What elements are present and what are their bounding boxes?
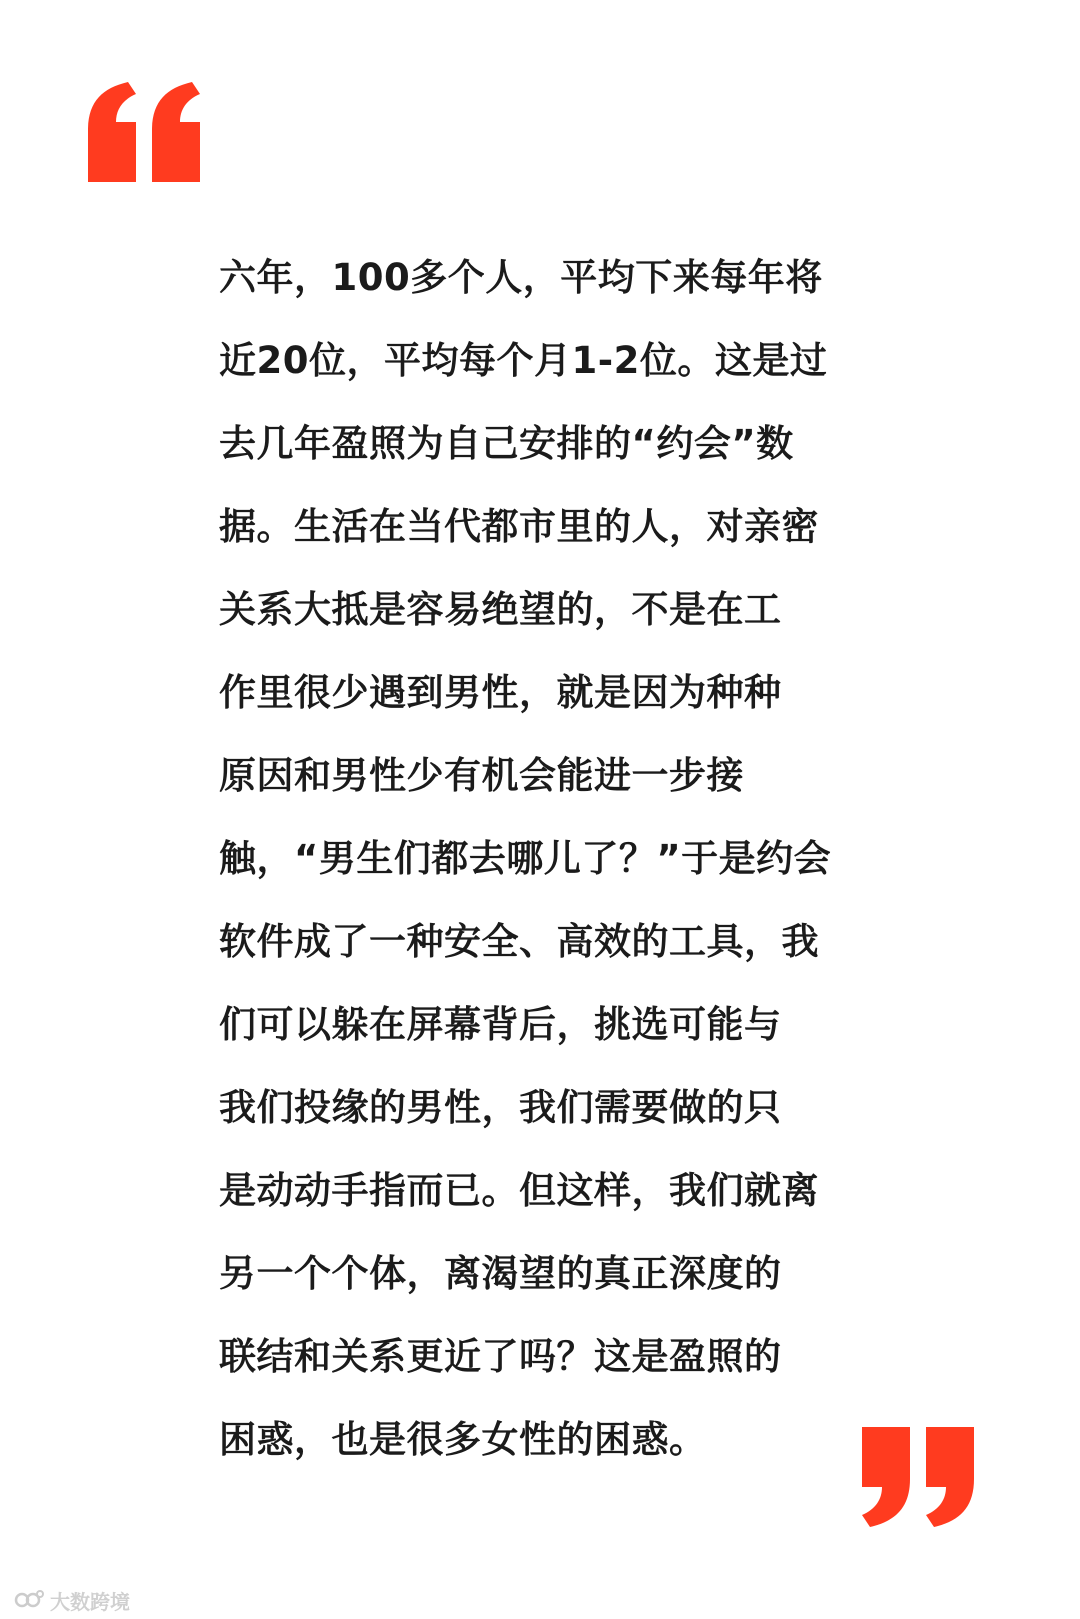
quote-line: 们可以躲在屏幕背后，挑选可能与 [219,1003,782,1046]
quote-line: 另一个个体，离渴望的真正深度的 [219,1252,782,1295]
close-quote-icon [858,1427,974,1527]
watermark-logo-icon [14,1588,44,1612]
quote-line: 我们投缘的男性，我们需要做的只 [219,1086,782,1129]
quote-line: 软件成了一种安全、高效的工具，我 [219,920,819,963]
watermark [14,1586,130,1614]
quote-line: 作里很少遇到男性，就是因为种种 [219,671,782,714]
open-quote-icon [88,82,204,182]
quote-line: 关系大抵是容易绝望的，不是在工 [219,588,782,631]
quote-line: 据。生活在当代都市里的人，对亲密 [219,505,819,548]
quote-line: 原因和男性少有机会能进一步接 [219,754,744,797]
quote-line: 六年，100多个人，平均下来每年将 [219,256,823,299]
quote-line: 困惑，也是很多女性的困惑。 [219,1418,707,1461]
watermark-text: 大数跨境 [50,1589,130,1614]
quote-line: 联结和关系更近了吗？这是盈照的 [219,1335,782,1378]
quote-line: 触，“男生们都去哪儿了？”于是约会 [219,837,832,880]
quote-body [219,236,869,1481]
quote-line: 是动动手指而已。但这样，我们就离 [219,1169,819,1212]
quote-line: 近20位，平均每个月1-2位。这是过 [219,339,828,382]
quote-line: 去几年盈照为自己安排的“约会”数 [219,422,794,465]
